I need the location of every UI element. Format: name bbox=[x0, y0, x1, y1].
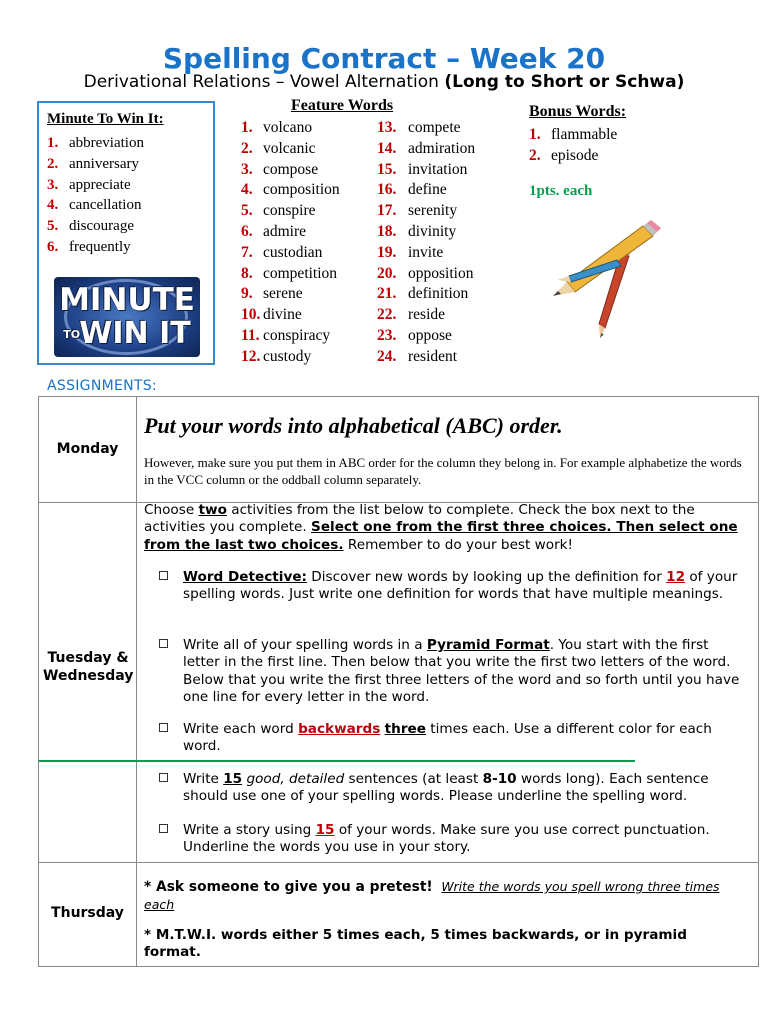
item-word: cancellation bbox=[69, 197, 142, 214]
item-number: 7. bbox=[241, 243, 253, 261]
item-word: invitation bbox=[408, 160, 468, 178]
item-number: 20. bbox=[377, 264, 397, 282]
item-number: 22. bbox=[377, 306, 397, 324]
activity-text-part: . You start with the first letter in the first line. Then below that you write the first two letters of the word. Below that you write the first three letters of the word and so forth until you have one line for every letter in the word. bbox=[183, 637, 740, 705]
minute-to-win-it-logo bbox=[54, 277, 200, 357]
item-word: abbreviation bbox=[69, 135, 144, 151]
day-monday: Monday bbox=[56, 441, 119, 457]
activity-backwards: backwards bbox=[298, 721, 381, 737]
item-number: 1. bbox=[47, 135, 59, 151]
activity-number: 12 bbox=[666, 569, 686, 585]
item-word: custody bbox=[263, 347, 312, 365]
activity-text-part: of your words. Make sure you use correct punctuation. Underline the words you use in your story. bbox=[183, 822, 710, 856]
list-item bbox=[377, 284, 475, 305]
activity-text-part: Write all of your spelling words in a bbox=[183, 637, 427, 653]
item-number: 15. bbox=[377, 160, 397, 178]
item-number: 12. bbox=[241, 347, 261, 365]
activity-text bbox=[183, 771, 748, 806]
item-number: 5. bbox=[241, 202, 253, 220]
list-item bbox=[241, 264, 340, 285]
table-row-divider bbox=[39, 862, 758, 863]
intro-text: activities from the list below to complete. Check the box next to the activities you complete. bbox=[144, 502, 695, 536]
monday-body: However, make sure you put them in ABC order for the column they belong in. For example alphabetize the words in the VCC column or the oddball column separately. bbox=[144, 455, 742, 487]
item-word: anniversary bbox=[69, 155, 139, 172]
assignments-table bbox=[38, 396, 759, 967]
item-number: 6. bbox=[47, 238, 59, 255]
minute-to-win-it-heading: Minute To Win It: bbox=[47, 111, 164, 127]
item-number: 2. bbox=[47, 155, 59, 172]
item-number: 1. bbox=[529, 126, 541, 143]
item-word: definition bbox=[408, 285, 469, 303]
list-item bbox=[241, 347, 340, 368]
item-word: discourage bbox=[69, 218, 134, 235]
activity-three: three bbox=[384, 721, 426, 737]
item-number: 9. bbox=[241, 285, 253, 303]
pretest-instruction: * Ask someone to give you a pretest! bbox=[144, 879, 433, 895]
section-divider bbox=[39, 760, 635, 762]
activity-text-part: words long). Each sentence should use one of your spelling words. Please underline the spelling word. bbox=[183, 771, 709, 805]
list-item bbox=[241, 201, 340, 222]
list-item bbox=[241, 305, 340, 326]
intro-two: two bbox=[198, 502, 227, 518]
bonus-words-list bbox=[529, 124, 617, 166]
item-word: volcanic bbox=[263, 139, 316, 157]
activity-text-part: sentences (at least bbox=[344, 771, 483, 787]
item-number: 10. bbox=[241, 306, 261, 324]
bonus-words-heading: Bonus Words: bbox=[529, 103, 627, 120]
item-word: serene bbox=[263, 285, 303, 303]
item-number: 8. bbox=[241, 264, 253, 282]
list-item bbox=[241, 180, 340, 201]
item-word: appreciate bbox=[69, 176, 131, 193]
item-number: 16. bbox=[377, 181, 397, 199]
minute-to-win-it-box bbox=[37, 101, 215, 365]
item-word: resident bbox=[408, 347, 458, 365]
list-item bbox=[241, 118, 340, 139]
item-number: 4. bbox=[47, 197, 59, 214]
checkbox-icon[interactable] bbox=[159, 773, 168, 782]
table-column-divider bbox=[136, 397, 137, 966]
item-number: 3. bbox=[47, 176, 59, 193]
activity-word-detective: Word Detective: bbox=[183, 569, 307, 585]
item-word: admiration bbox=[408, 139, 476, 157]
activity-good-detailed: good, detailed bbox=[246, 771, 345, 787]
item-word: flammable bbox=[551, 126, 618, 143]
item-number: 2. bbox=[241, 139, 253, 157]
list-item bbox=[47, 175, 144, 196]
item-number: 19. bbox=[377, 243, 397, 261]
logo-line2 bbox=[54, 317, 200, 351]
activity-text bbox=[183, 637, 748, 706]
item-number: 23. bbox=[377, 326, 397, 344]
list-item bbox=[241, 222, 340, 243]
subtitle-bold: (Long to Short or Schwa) bbox=[444, 72, 685, 92]
list-item bbox=[377, 180, 475, 201]
intro-text: Remember to do your best work! bbox=[343, 536, 574, 553]
activity-text-part: Discover new words by looking up the definition for bbox=[306, 569, 667, 585]
item-word: composition bbox=[263, 181, 340, 199]
bonus-points: 1pts. each bbox=[529, 183, 593, 199]
list-item bbox=[377, 264, 475, 285]
activity-word-range: 8-10 bbox=[482, 771, 517, 787]
monday-title: Put your words into alphabetical (ABC) order. bbox=[144, 413, 563, 438]
item-word: compose bbox=[263, 160, 319, 178]
item-word: define bbox=[408, 181, 447, 199]
item-word: competition bbox=[263, 264, 338, 282]
list-item bbox=[377, 139, 475, 160]
item-number: 4. bbox=[241, 181, 253, 199]
item-word: serenity bbox=[408, 202, 458, 220]
list-item bbox=[377, 347, 475, 368]
list-item bbox=[47, 154, 144, 175]
list-item bbox=[47, 133, 144, 154]
item-number: 14. bbox=[377, 139, 397, 157]
item-word: conspire bbox=[263, 202, 316, 220]
list-item bbox=[241, 139, 340, 160]
pretest-note: Write the words you spell wrong three times each bbox=[144, 879, 720, 912]
checkbox-icon[interactable] bbox=[159, 639, 168, 648]
tuesday-intro bbox=[144, 502, 752, 554]
item-word: conspiracy bbox=[263, 326, 331, 344]
item-number: 1. bbox=[241, 119, 253, 136]
list-item bbox=[377, 222, 475, 243]
checkbox-icon[interactable] bbox=[159, 824, 168, 833]
item-word: episode bbox=[551, 147, 599, 164]
activity-text-part: of your spelling words. Just write one definition for words that have multiple meanings. bbox=[183, 569, 738, 603]
list-item bbox=[47, 237, 144, 258]
logo-line1: MINUTE bbox=[59, 282, 195, 318]
checkbox-icon[interactable] bbox=[159, 723, 168, 732]
item-word: frequently bbox=[69, 238, 131, 255]
item-number: 13. bbox=[377, 119, 397, 136]
feature-words-column-1 bbox=[241, 118, 340, 368]
thursday-mtwi: * M.T.W.I. words either 5 times each, 5 times backwards, or in pyramid format. bbox=[144, 927, 687, 960]
item-word: divine bbox=[263, 306, 302, 324]
day-tuesday-wednesday: Tuesday & Wednesday bbox=[43, 650, 134, 684]
activity-text-part: Write each word bbox=[183, 721, 299, 737]
item-word: opposition bbox=[408, 264, 474, 282]
list-item bbox=[241, 326, 340, 347]
intro-select-rule: Select one from the first three choices. Then select one from the last two choices. bbox=[144, 519, 738, 553]
list-item bbox=[377, 326, 475, 347]
activity-text-part: Write a story using bbox=[183, 822, 316, 838]
list-item bbox=[529, 124, 617, 145]
item-number: 6. bbox=[241, 222, 253, 240]
logo-win-it: WIN IT bbox=[79, 316, 191, 351]
list-item bbox=[377, 201, 475, 222]
activity-text bbox=[183, 569, 748, 604]
activity-number: 15 bbox=[223, 771, 243, 787]
feature-words-heading: Feature Words bbox=[291, 97, 394, 114]
item-number: 17. bbox=[377, 202, 397, 220]
list-item bbox=[529, 145, 617, 166]
list-item bbox=[241, 284, 340, 305]
item-number: 24. bbox=[377, 347, 397, 365]
item-number: 21. bbox=[377, 285, 397, 303]
item-word: volcano bbox=[263, 119, 313, 136]
item-number: 11. bbox=[241, 326, 260, 344]
list-item bbox=[377, 305, 475, 326]
item-word: admire bbox=[263, 222, 307, 240]
day-thursday: Thursday bbox=[51, 905, 124, 921]
list-item bbox=[47, 195, 144, 216]
intro-text: Choose bbox=[144, 502, 199, 518]
page-subtitle bbox=[0, 72, 768, 92]
list-item bbox=[241, 160, 340, 181]
activity-pyramid-format: Pyramid Format bbox=[426, 637, 550, 653]
minute-to-win-it-list bbox=[47, 133, 144, 258]
item-word: compete bbox=[408, 119, 461, 136]
feature-words-column-2 bbox=[377, 118, 475, 368]
item-number: 3. bbox=[241, 160, 253, 178]
item-word: invite bbox=[408, 243, 444, 261]
item-word: divinity bbox=[408, 222, 457, 240]
logo-to: TO bbox=[63, 328, 81, 341]
subtitle-regular: Derivational Relations – Vowel Alternation bbox=[83, 72, 445, 92]
item-number: 5. bbox=[47, 218, 59, 235]
checkbox-icon[interactable] bbox=[159, 571, 168, 580]
thursday-pretest bbox=[144, 878, 744, 914]
item-word: custodian bbox=[263, 243, 323, 261]
activity-text-part: times each. Use a different color for each word. bbox=[183, 721, 712, 755]
item-number: 2. bbox=[529, 147, 541, 164]
list-item bbox=[241, 243, 340, 264]
item-word: oppose bbox=[408, 326, 452, 344]
pencils-clipart bbox=[543, 220, 663, 340]
list-item bbox=[377, 118, 475, 139]
yellow-pencil bbox=[553, 220, 661, 296]
page-title: Spelling Contract – Week 20 bbox=[162, 42, 606, 75]
item-number: 18. bbox=[377, 222, 397, 240]
activity-number: 15 bbox=[315, 822, 335, 838]
list-item bbox=[47, 216, 144, 237]
activity-text bbox=[183, 822, 748, 857]
activity-text bbox=[183, 721, 748, 756]
list-item bbox=[377, 160, 475, 181]
item-word: reside bbox=[408, 306, 446, 324]
assignments-label: ASSIGNMENTS: bbox=[47, 378, 157, 394]
list-item bbox=[377, 243, 475, 264]
activity-text-part: Write bbox=[183, 771, 224, 787]
